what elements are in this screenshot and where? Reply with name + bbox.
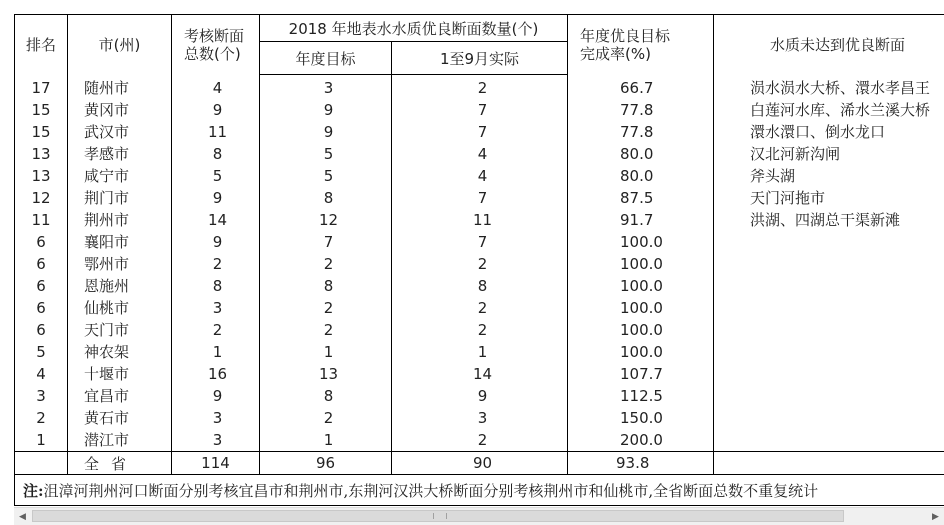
cell-note	[714, 385, 944, 407]
cell-target: 9	[260, 121, 392, 143]
cell-actual: 2	[392, 319, 568, 341]
cell-city: 襄阳市	[68, 231, 172, 253]
table-row	[15, 143, 944, 165]
total-target: 96	[260, 452, 392, 475]
cell-rank: 5	[15, 341, 68, 363]
scrollbar-thumb[interactable]	[32, 510, 844, 522]
cell-rate: 200.0	[568, 429, 714, 452]
cell-rank: 4	[15, 363, 68, 385]
cell-city: 武汉市	[68, 121, 172, 143]
cell-city: 天门市	[68, 319, 172, 341]
cell-total: 5	[172, 165, 260, 187]
table-row	[15, 165, 944, 187]
cell-city: 鄂州市	[68, 253, 172, 275]
horizontal-scrollbar[interactable]	[14, 507, 944, 525]
cell-note	[714, 319, 944, 341]
cell-actual: 2	[392, 297, 568, 319]
cell-target: 7	[260, 231, 392, 253]
total-note	[714, 452, 944, 475]
cell-actual: 11	[392, 209, 568, 231]
cell-rank: 13	[15, 165, 68, 187]
cell-city: 恩施州	[68, 275, 172, 297]
header-note: 水质未达到优良断面	[714, 15, 944, 75]
cell-rate: 66.7	[568, 75, 714, 100]
table-row	[15, 319, 944, 341]
table-row	[15, 363, 944, 385]
cell-city: 十堰市	[68, 363, 172, 385]
cell-note	[714, 297, 944, 319]
cell-actual: 1	[392, 341, 568, 363]
cell-note	[714, 363, 944, 385]
cell-city: 宜昌市	[68, 385, 172, 407]
cell-target: 12	[260, 209, 392, 231]
cell-total: 9	[172, 187, 260, 209]
header-total-line2: 总数(个)	[184, 45, 241, 63]
cell-target: 9	[260, 99, 392, 121]
header-target: 年度目标	[260, 42, 392, 75]
cell-actual: 2	[392, 429, 568, 452]
cell-rank: 6	[15, 297, 68, 319]
cell-target: 1	[260, 429, 392, 452]
cell-rate: 100.0	[568, 275, 714, 297]
cell-rate: 80.0	[568, 143, 714, 165]
total-rank	[15, 452, 68, 475]
cell-total: 3	[172, 407, 260, 429]
cell-total: 9	[172, 99, 260, 121]
cell-target: 2	[260, 407, 392, 429]
cell-total: 3	[172, 429, 260, 452]
cell-total: 2	[172, 319, 260, 341]
cell-city: 荆门市	[68, 187, 172, 209]
cell-total: 14	[172, 209, 260, 231]
cell-rank: 11	[15, 209, 68, 231]
cell-target: 2	[260, 297, 392, 319]
cell-actual: 7	[392, 121, 568, 143]
cell-city: 咸宁市	[68, 165, 172, 187]
table-row	[15, 209, 944, 231]
cell-city: 潜江市	[68, 429, 172, 452]
cell-note: 涢水涢水大桥、澴水孝昌王	[714, 75, 944, 100]
cell-city: 孝感市	[68, 143, 172, 165]
cell-note: 天门河拖市	[714, 187, 944, 209]
cell-city: 随州市	[68, 75, 172, 100]
water-quality-table	[14, 14, 944, 506]
cell-actual: 8	[392, 275, 568, 297]
table-row	[15, 429, 944, 452]
cell-target: 8	[260, 187, 392, 209]
total-label: 全省	[68, 452, 172, 475]
cell-total: 8	[172, 275, 260, 297]
header-rate-line2: 完成率(%)	[580, 45, 651, 63]
cell-total: 9	[172, 231, 260, 253]
total-actual: 90	[392, 452, 568, 475]
cell-city: 仙桃市	[68, 297, 172, 319]
cell-note: 汉北河新沟闸	[714, 143, 944, 165]
cell-total: 11	[172, 121, 260, 143]
cell-rate: 77.8	[568, 121, 714, 143]
table-row	[15, 187, 944, 209]
table-row	[15, 407, 944, 429]
header-actual: 1至9月实际	[392, 42, 568, 75]
cell-rank: 1	[15, 429, 68, 452]
header-rate-line1: 年度优良目标	[580, 27, 670, 45]
cell-total: 3	[172, 297, 260, 319]
table-row	[15, 231, 944, 253]
scroll-left-arrow-icon[interactable]: ◀	[14, 508, 31, 525]
cell-actual: 2	[392, 75, 568, 100]
cell-rank: 12	[15, 187, 68, 209]
table-row	[15, 297, 944, 319]
table-row	[15, 275, 944, 297]
cell-rank: 13	[15, 143, 68, 165]
cell-rate: 107.7	[568, 363, 714, 385]
footnote	[15, 475, 944, 506]
cell-actual: 7	[392, 99, 568, 121]
cell-rank: 6	[15, 231, 68, 253]
cell-note	[714, 253, 944, 275]
cell-rank: 2	[15, 407, 68, 429]
cell-target: 2	[260, 253, 392, 275]
cell-rate: 77.8	[568, 99, 714, 121]
cell-city: 黄冈市	[68, 99, 172, 121]
cell-rate: 112.5	[568, 385, 714, 407]
cell-city: 荆州市	[68, 209, 172, 231]
header-rate	[568, 15, 714, 75]
table-row	[15, 341, 944, 363]
cell-total: 4	[172, 75, 260, 100]
table-row	[15, 253, 944, 275]
table-row	[15, 121, 944, 143]
scroll-right-arrow-icon[interactable]: ▶	[927, 508, 944, 525]
cell-target: 8	[260, 385, 392, 407]
cell-actual: 2	[392, 253, 568, 275]
table-row	[15, 385, 944, 407]
cell-rank: 17	[15, 75, 68, 100]
cell-target: 3	[260, 75, 392, 100]
cell-note: 斧头湖	[714, 165, 944, 187]
cell-note	[714, 275, 944, 297]
cell-total: 16	[172, 363, 260, 385]
total-rate: 93.8	[568, 452, 714, 475]
cell-rank: 6	[15, 319, 68, 341]
cell-note	[714, 429, 944, 452]
cell-note	[714, 341, 944, 363]
cell-total: 9	[172, 385, 260, 407]
cell-rate: 80.0	[568, 165, 714, 187]
cell-rate: 100.0	[568, 253, 714, 275]
cell-total: 1	[172, 341, 260, 363]
cell-note: 澴水澴口、倒水龙口	[714, 121, 944, 143]
cell-rank: 3	[15, 385, 68, 407]
footnote-prefix: 注:	[23, 482, 44, 500]
header-rank: 排名	[15, 15, 68, 75]
cell-rate: 100.0	[568, 319, 714, 341]
cell-rate: 150.0	[568, 407, 714, 429]
cell-total: 8	[172, 143, 260, 165]
cell-actual: 7	[392, 231, 568, 253]
cell-note	[714, 407, 944, 429]
cell-rate: 87.5	[568, 187, 714, 209]
cell-rate: 100.0	[568, 297, 714, 319]
cell-target: 2	[260, 319, 392, 341]
cell-actual: 9	[392, 385, 568, 407]
cell-target: 8	[260, 275, 392, 297]
cell-rank: 6	[15, 275, 68, 297]
header-total-line1: 考核断面	[184, 27, 244, 45]
header-city: 市(州)	[68, 15, 172, 75]
cell-rate: 91.7	[568, 209, 714, 231]
cell-note	[714, 231, 944, 253]
cell-city: 神农架	[68, 341, 172, 363]
cell-target: 5	[260, 165, 392, 187]
cell-target: 13	[260, 363, 392, 385]
cell-rank: 15	[15, 99, 68, 121]
cell-rate: 100.0	[568, 231, 714, 253]
cell-actual: 14	[392, 363, 568, 385]
cell-actual: 7	[392, 187, 568, 209]
header-total	[172, 15, 260, 75]
cell-rate: 100.0	[568, 341, 714, 363]
cell-city: 黄石市	[68, 407, 172, 429]
cell-target: 5	[260, 143, 392, 165]
cell-actual: 3	[392, 407, 568, 429]
cell-rank: 15	[15, 121, 68, 143]
scrollbar-grip-icon	[433, 513, 447, 519]
cell-note: 洪湖、四湖总干渠新滩	[714, 209, 944, 231]
table-row	[15, 75, 944, 100]
cell-rank: 6	[15, 253, 68, 275]
cell-note: 白莲河水库、浠水兰溪大桥	[714, 99, 944, 121]
footnote-text: 沮漳河荆州河口断面分别考核宜昌市和荆州市,东荆河汉洪大桥断面分别考核荆州市和仙桃市,全省断面总数不重复统计	[44, 482, 819, 500]
table-row	[15, 99, 944, 121]
header-group: 2018 年地表水水质优良断面数量(个)	[260, 15, 568, 42]
cell-actual: 4	[392, 165, 568, 187]
cell-total: 2	[172, 253, 260, 275]
total-total: 114	[172, 452, 260, 475]
cell-target: 1	[260, 341, 392, 363]
cell-actual: 4	[392, 143, 568, 165]
